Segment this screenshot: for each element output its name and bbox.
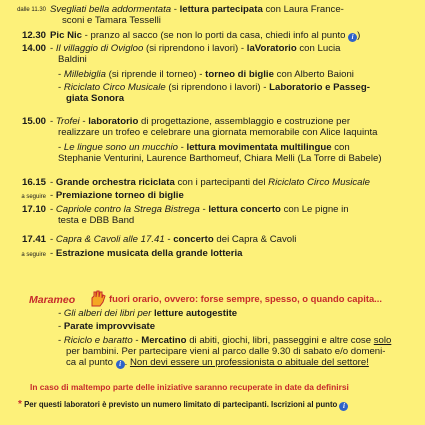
event-type: Mercatino [141,335,187,346]
text: con i partecipanti del [174,177,269,188]
text: (si riprendono i lavori) - [165,82,270,93]
text: - [58,142,64,153]
time-label: 15.00 [21,116,46,127]
text: - [50,248,56,259]
hand-icon [88,290,106,308]
marameo-logo: Marameo [29,294,76,306]
text: - [199,204,209,215]
text: - [50,116,56,127]
text: - [50,204,56,215]
event-title: Millebiglia [63,69,106,80]
text: - [50,234,56,245]
event-title: Riciclato Circo Musicale [63,82,166,93]
text: . [124,357,130,369]
weather-note: In caso di maltempo parte delle iniziative saranno recuperate in date da definirsi [30,382,349,392]
info-icon[interactable]: i [339,402,348,411]
event-title: Svegliati bella addormentata [50,4,172,15]
event-type: Premiazione torneo di biglie [55,190,184,201]
info-icon[interactable]: i [116,360,125,369]
event-type: laVoratorio [246,43,297,54]
event-type: lettura concerto [208,204,281,215]
text: Baldini [58,54,87,66]
text: - [171,4,180,15]
time-label: 17.10 [21,204,46,215]
text: ca al punto [66,357,116,369]
text: - [50,177,56,188]
text: (si riprendono i lavori) - [143,43,247,54]
time-label: dalle 11.30 [17,7,46,13]
marameo-tagline: fuori orario, ovvero: forse sempre, spesso, o quando capita... [109,293,382,304]
text: - [164,234,174,245]
time-label: 16.15 [21,177,46,188]
asterisk: * [18,399,22,410]
event-type: concerto [173,234,214,245]
event-type: torneo di biglie [205,69,274,80]
text: - [178,142,187,153]
event-title: Le lingue sono un mucchio [63,142,179,153]
event-title: Capra & Cavoli alle 17.41 [55,234,165,245]
event-type: Laboratorio e Passeg- [269,82,370,93]
text: - pranzo al sacco (se non lo porti da casa, chiedi info al punto [82,30,349,41]
event-type: lettura partecipata [179,4,263,15]
event-title: Riciclato Circo Musicale [268,177,370,188]
text: testa e DBB Band [58,215,135,227]
text: per bambini. Per partecipare vieni al parco dalle 9.30 di sabato e/o domeni- [66,346,386,358]
underlined-text: Non devi essere un professionista o abituale del settore! [129,357,369,369]
limit-note [18,399,423,411]
time-label: a seguire [21,194,46,200]
text: - [50,43,56,54]
time-label: a seguire [21,252,46,258]
text: con Lucia [296,43,341,54]
text: - Gli alberi dei libri per [58,308,154,319]
text: - [58,82,64,93]
event-type: Estrazione musicata della grande lotteria [55,248,243,259]
text: con Laura France- [262,4,344,15]
text: - [79,116,89,127]
text: realizzare un trofeo e celebrare una giornata memorabile con Alice Iaquinta [58,127,378,139]
text: - [58,69,64,80]
event-type: lettura movimentata multilingue [186,142,332,153]
event-title: Trofei [55,116,80,127]
text: di progettazione, assemblaggio e costruzione per [138,116,351,127]
event-type: Grande orchestra riciclata [55,177,175,188]
event-type: Parate improvvisate [63,321,156,332]
event-type: giata Sonora [66,93,125,105]
time-label: 12.30 [21,30,46,41]
event-type: laboratorio [88,116,139,127]
time-label: 14.00 [21,43,46,54]
time-label: 17.41 [21,234,46,245]
text: con Alberto Baioni [273,69,354,80]
text: - [58,321,64,332]
info-icon[interactable]: i [348,33,357,42]
event-type: letture autogestite [153,308,238,319]
text: dei Capra & Cavoli [213,234,297,245]
text: - [50,190,56,201]
text: Stephanie Venturini, Laurence Barthomeuf, Chiara Melli (La Torre di Babele) [58,153,382,165]
event-type: Pic Nic [50,30,82,41]
event-title: Riciclo e baratto [63,335,133,346]
underlined-text: solo [373,335,392,346]
event-title: Il villaggio di Ovigloo [55,43,144,54]
text: con [331,142,350,153]
text: - [132,335,142,346]
text: (si riprende il torneo) - [106,69,206,80]
text: di abiti, giochi, libri, passeggini e altre cose [186,335,374,346]
text: sconi e Tamara Tesselli [62,15,161,27]
text: con Le pigne in [280,204,349,215]
event-title: Capriole contro la Strega Bistrega [55,204,200,215]
limit-text: Per questi laboratori è previsto un numero limitato di partecipanti. Iscrizioni al punto [24,400,338,409]
text: - [58,335,64,346]
